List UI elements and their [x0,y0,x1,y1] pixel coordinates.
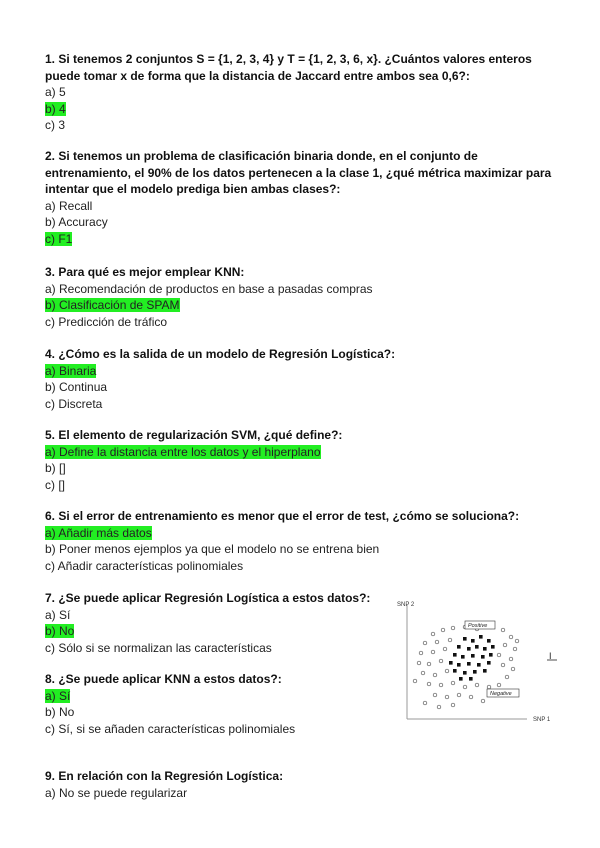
question-5 [45,427,565,493]
option-c: c) 3 [45,118,66,132]
option-b-correct: b) 4 [45,101,66,116]
option-a: a) No se puede regularizar [45,785,188,800]
question-title: 7. ¿Se puede aplicar Regresión Logística a estos datos?: [45,591,371,605]
option-c: c) Predicción de tráfico [45,314,168,329]
option-a-correct: a) Define la distancia entre los datos y el hiperplano [45,444,321,459]
question-9 [45,768,565,801]
scatter-figure [395,597,570,725]
option-a-correct: a) Sí [45,688,71,703]
option-c: c) [] [45,477,65,492]
question-7 [45,590,385,656]
edge-mark: I [549,651,552,661]
question-title: 2. Si tenemos un problema de clasificación binaria donde, en el conjunto de entrenamiento, el 90% de los datos pertenecen a la clase 1, ¿qué métrica maximizar para intentar que el modelo prediga bien ambas clases?: [45,149,552,196]
question-3 [45,264,565,330]
option-c: c) Sí, si se añaden características polinomiales [45,721,296,736]
question-title: 3. Para qué es mejor emplear KNN: [45,265,245,279]
question-title: 9. En relación con la Regresión Logística: [45,769,284,783]
option-b: b) Accuracy [45,215,108,229]
question-6 [45,508,565,574]
question-4 [45,346,565,412]
option-a-correct: a) Añadir más datos [45,525,152,540]
question-title: 1. Si tenemos 2 conjuntos S = {1, 2, 3, 4} y T = {1, 2, 3, 6, x}. ¿Cuántos valores enteros puede tomar x de forma que la distancia de Jaccard entre ambos sea 0,6?: [45,52,532,83]
option-a: a) 5 [45,85,66,99]
negative-label: Negative [490,691,512,697]
scatter-plot [395,597,570,725]
option-b: b) [] [45,461,66,475]
question-title: 5. El elemento de regularización SVM, ¿qué define?: [45,428,343,442]
option-a: a) Recall [45,198,93,213]
option-b-correct: b) Clasificación de SPAM [45,298,180,312]
option-c-correct: c) F1 [45,231,73,246]
option-b-correct: b) No [45,624,75,638]
option-a: a) Recomendación de productos en base a pasadas compras [45,281,373,296]
positive-points [449,635,495,681]
option-b: b) Continua [45,380,108,394]
question-title: 6. Si el error de entrenamiento es menor que el error de test, ¿cómo se soluciona?: [45,509,520,523]
option-b: b) Poner menos ejemplos ya que el modelo no se entrena bien [45,542,380,556]
x-axis-label: SNP 1 [533,717,551,723]
question-8 [45,671,385,737]
question-1 [45,51,565,134]
option-a-correct: a) Binaria [45,363,97,378]
option-c: c) Discreta [45,396,103,411]
question-title: 8. ¿Se puede aplicar KNN a estos datos?: [45,672,282,686]
question-2 [45,148,565,247]
option-b: b) No [45,705,75,719]
option-c: c) Sólo si se normalizan las características [45,640,272,655]
positive-label: Positive [468,623,488,629]
y-axis-label: SNP 2 [397,602,415,608]
question-title: 4. ¿Cómo es la salida de un modelo de Regresión Logística?: [45,347,396,361]
option-a: a) Sí [45,607,71,622]
option-c: c) Añadir características polinomiales [45,558,244,573]
